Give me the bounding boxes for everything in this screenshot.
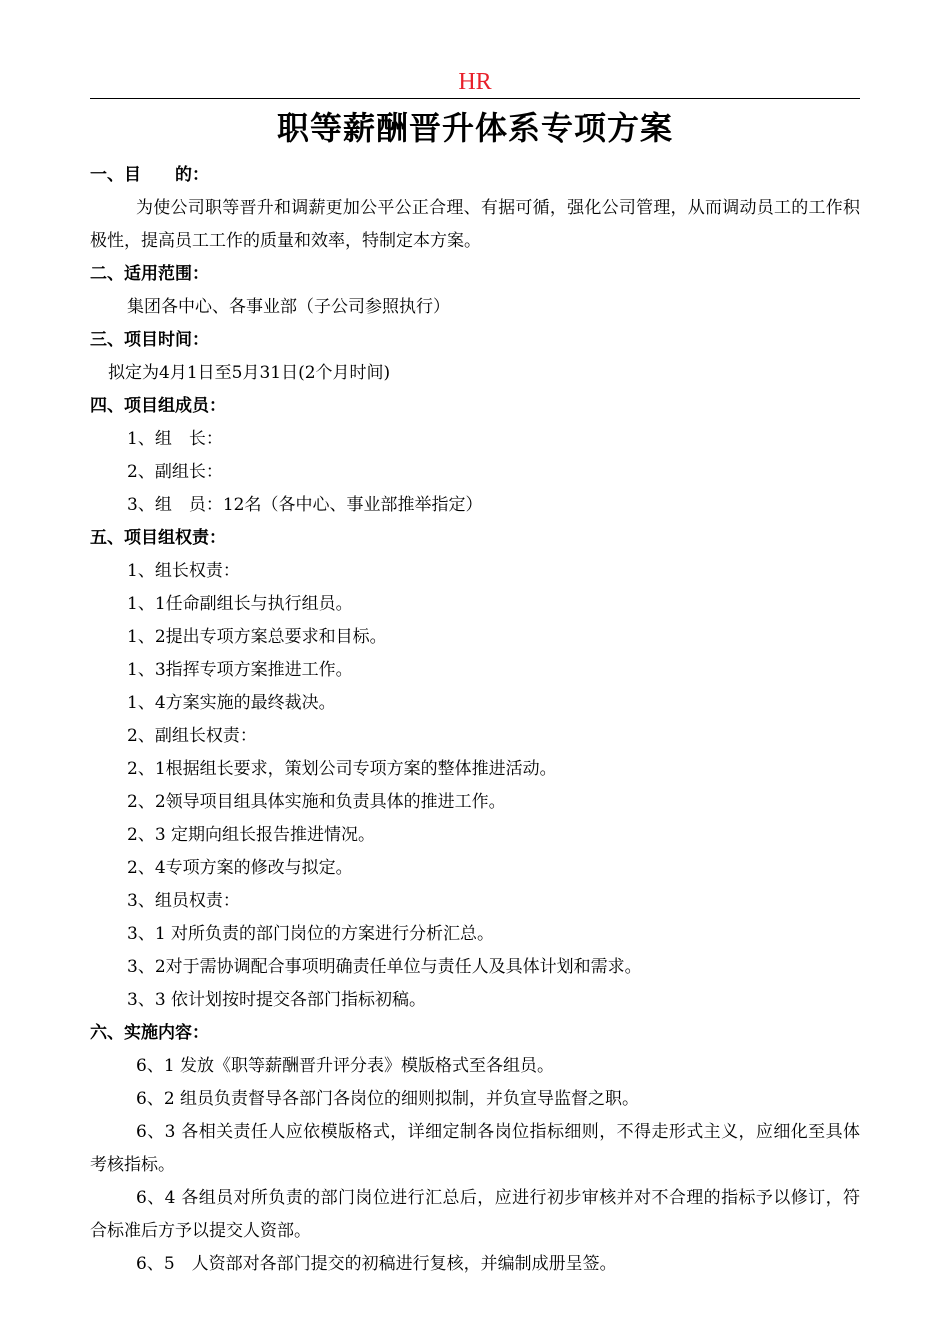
page-header: HR [90,66,860,99]
implementation-item: 6、2 组员负责督导各部门各岗位的细则拟制，并负宣导监督之职。 [136,1089,640,1109]
responsibility-item: 3、1 对所负责的部门岗位的方案进行分析汇总。 [127,924,495,944]
section-heading-purpose: 一、目 的： [90,165,209,185]
implementation-item: 6、1 发放《职等薪酬晋升评分表》模版格式至各组员。 [136,1056,555,1076]
section-body-scope: 集团各中心、各事业部（子公司参照执行） [127,297,450,317]
responsibility-item: 2、3 定期向组长报告推进情况。 [127,825,376,845]
responsibility-item: 1、2提出专项方案总要求和目标。 [127,627,387,647]
responsibility-item: 3、组员权责： [127,891,240,911]
implementation-item: 6、4 各组员对所负责的部门岗位进行汇总后，应进行初步审核并对不合理的指标予以修订，符合标准后方予以提交人资部。 [90,1188,860,1241]
implementation-item: 6、5 人资部对各部门提交的初稿进行复核，并编制成册呈签。 [136,1254,617,1274]
member-item: 3、组 员：12名（各中心、事业部推举指定） [127,495,483,515]
responsibility-item: 2、2领导项目组具体实施和负责具体的推进工作。 [127,792,506,812]
responsibility-item: 2、副组长权责： [127,726,257,746]
responsibility-item: 1、4方案实施的最终裁决。 [127,693,336,713]
responsibility-item: 1、3指挥专项方案推进工作。 [127,660,353,680]
responsibility-item: 3、3 依计划按时提交各部门指标初稿。 [127,990,427,1010]
document-title: 职等薪酬晋升体系专项方案 [276,109,673,147]
section-heading-scope: 二、适用范围： [90,264,209,284]
member-item: 1、组 长： [127,429,223,449]
section-body-purpose: 为使公司职等晋升和调薪更加公平公正合理、有据可循，强化公司管理，从而调动员工的工作积极性，提高员工工作的质量和效率，特制定本方案。 [90,198,860,251]
responsibility-item: 3、2对于需协调配合事项明确责任单位与责任人及具体计划和需求。 [127,957,642,977]
section-heading-implementation: 六、实施内容： [90,1023,209,1043]
responsibility-item: 1、组长权责： [127,561,240,581]
responsibility-item: 2、1根据组长要求，策划公司专项方案的整体推进活动。 [127,759,557,779]
responsibility-item: 1、1任命副组长与执行组员。 [127,594,353,614]
implementation-item: 6、3 各相关责任人应依模版格式，详细定制各岗位指标细则，不得走形式主义，应细化至具体考核指标。 [90,1122,860,1175]
section-body-time: 拟定为4月1日至5月31日(2个月时间) [108,363,391,383]
responsibility-item: 2、4专项方案的修改与拟定。 [127,858,353,878]
section-heading-responsibilities: 五、项目组权责： [90,528,226,548]
section-heading-time: 三、项目时间： [90,330,209,350]
section-heading-members: 四、项目组成员： [90,396,226,416]
document-body [90,159,860,1281]
member-item: 2、副组长： [127,462,223,482]
